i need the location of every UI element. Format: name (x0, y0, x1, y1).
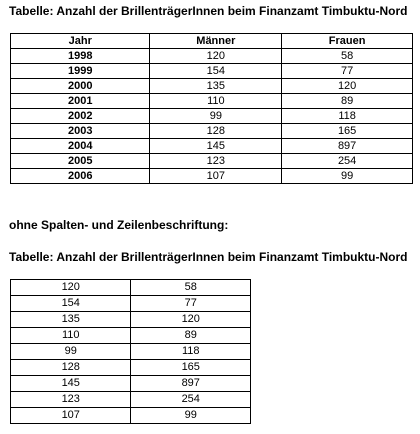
cell-men: 110 (11, 328, 131, 344)
table-row (11, 109, 413, 124)
table-row (11, 344, 251, 360)
cell-year: 2001 (11, 94, 150, 109)
cell-men: 99 (150, 109, 282, 124)
cell-year: 2002 (11, 109, 150, 124)
data-table-unlabeled (10, 279, 251, 424)
table-row (11, 280, 251, 296)
table-header-row (11, 34, 413, 49)
cell-men: 145 (11, 376, 131, 392)
cell-men: 107 (11, 408, 131, 424)
cell-men: 107 (150, 169, 282, 184)
cell-men: 154 (150, 64, 282, 79)
table-row (11, 408, 251, 424)
cell-year: 1999 (11, 64, 150, 79)
table-row (11, 94, 413, 109)
cell-men: 128 (150, 124, 282, 139)
cell-women: 118 (282, 109, 413, 124)
cell-year: 1998 (11, 49, 150, 64)
cell-women: 165 (131, 360, 251, 376)
cell-women: 99 (282, 169, 413, 184)
table-row (11, 376, 251, 392)
table-row (11, 328, 251, 344)
table-row (11, 154, 413, 169)
data-table-labeled (10, 33, 413, 184)
cell-men: 123 (11, 392, 131, 408)
cell-men: 120 (11, 280, 131, 296)
cell-women: 58 (131, 280, 251, 296)
column-header-women: Frauen (282, 34, 413, 49)
cell-women: 897 (282, 139, 413, 154)
table-title-second: Tabelle: Anzahl der BrillenträgerInnen beim Finanzamt Timbuktu-Nord (9, 250, 408, 264)
cell-women: 120 (131, 312, 251, 328)
table-title: Tabelle: Anzahl der BrillenträgerInnen beim Finanzamt Timbuktu-Nord (9, 4, 408, 18)
column-header-men: Männer (150, 34, 282, 49)
table-row (11, 139, 413, 154)
cell-year: 2004 (11, 139, 150, 154)
table-row (11, 360, 251, 376)
cell-women: 120 (282, 79, 413, 94)
cell-women: 118 (131, 344, 251, 360)
table-row (11, 296, 251, 312)
cell-men: 135 (11, 312, 131, 328)
cell-men: 123 (150, 154, 282, 169)
cell-year: 2003 (11, 124, 150, 139)
cell-women: 254 (282, 154, 413, 169)
table-row (11, 49, 413, 64)
table-row (11, 124, 413, 139)
cell-women: 77 (131, 296, 251, 312)
cell-men: 128 (11, 360, 131, 376)
cell-men: 154 (11, 296, 131, 312)
table-row (11, 79, 413, 94)
cell-women: 99 (131, 408, 251, 424)
cell-women: 165 (282, 124, 413, 139)
cell-year: 2005 (11, 154, 150, 169)
note-text: ohne Spalten- und Zeilenbeschriftung: (9, 218, 229, 232)
cell-men: 110 (150, 94, 282, 109)
cell-men: 120 (150, 49, 282, 64)
table-row (11, 64, 413, 79)
table-row (11, 392, 251, 408)
cell-women: 897 (131, 376, 251, 392)
cell-women: 254 (131, 392, 251, 408)
cell-year: 2000 (11, 79, 150, 94)
cell-women: 89 (131, 328, 251, 344)
cell-men: 99 (11, 344, 131, 360)
cell-men: 145 (150, 139, 282, 154)
cell-women: 58 (282, 49, 413, 64)
cell-women: 89 (282, 94, 413, 109)
column-header-year: Jahr (11, 34, 150, 49)
cell-year: 2006 (11, 169, 150, 184)
cell-women: 77 (282, 64, 413, 79)
table-row (11, 169, 413, 184)
cell-men: 135 (150, 79, 282, 94)
table-row (11, 312, 251, 328)
